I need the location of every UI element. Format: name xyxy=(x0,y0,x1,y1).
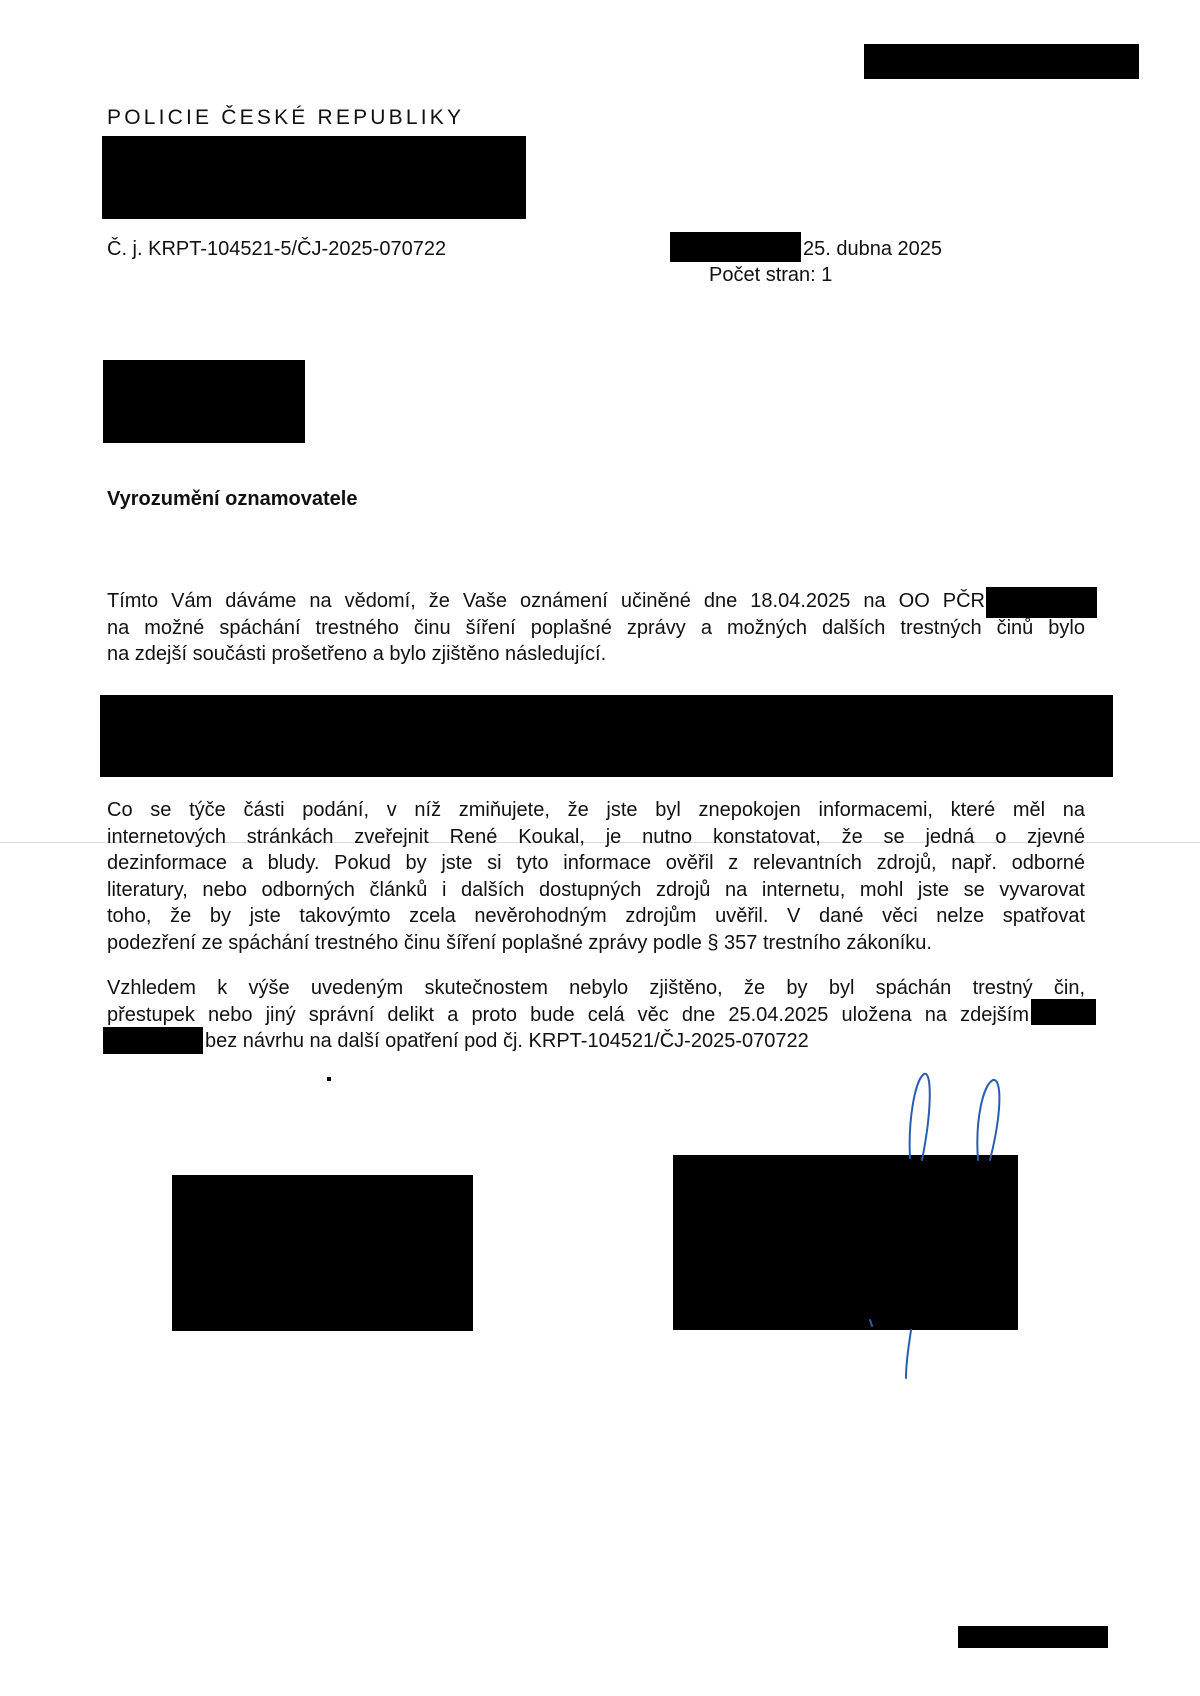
paragraph-line: Co se týče části podání, v níž zmiňujete, že jste byl znepokojen informacemi, které měl na xyxy=(107,799,1085,821)
paragraph-line: na možné spáchání trestného činu šíření poplašné zprávy a možných dalších trestných činů bylo xyxy=(107,616,1085,639)
paragraph-line: internetových stránkách zveřejnit René Koukal, je nutno konstatovat, že se jedná o zjevné xyxy=(107,825,1085,848)
subject-heading: Vyrozumění oznamovatele xyxy=(107,488,358,510)
paragraph-line: přestupek nebo jiný správní delikt a proto bude celá věc dne 25.04.2025 uložena na zdejším xyxy=(107,1003,1029,1026)
paragraph-line: Tímto Vám dáváme na vědomí, že Vaše oznámení učiněné dne 18.04.2025 na OO PČR xyxy=(107,590,985,612)
letter-date: 25. dubna 2025 xyxy=(803,238,943,260)
paragraph-line: dezinformace a bludy. Pokud by jste si tyto informace ověřil z relevantních zdrojů, např. odborné xyxy=(107,852,1085,874)
paragraph-line: literatury, nebo odborných článků i dalších dostupných zdrojů na internetu, mohl jste se vyvarovat xyxy=(107,878,1085,901)
paragraph-line: toho, že by jste takovýmto zcela nevěrohodným zdrojům uvěřil. V dané věci nelze spatřovat xyxy=(107,905,1085,927)
paragraph-line: na zdejší součásti prošetřeno a bylo zjištěno následující. xyxy=(107,643,607,665)
reference-number: Č. j. KRPT-104521-5/ČJ-2025-070722 xyxy=(107,238,447,260)
organization-header: POLICIE ČESKÉ REPUBLIKY xyxy=(107,106,465,129)
paragraph-line: bez návrhu na další opatření pod čj. KRPT-104521/ČJ-2025-070722 xyxy=(205,1030,809,1052)
paragraph-line: Vzhledem k výše uvedeným skutečnostem nebylo zjištěno, že by byl spáchán trestný čin, xyxy=(107,977,1085,999)
paragraph-line: podezření ze spáchání trestného činu šíření poplašné zprávy podle § 357 trestního zákoníku. xyxy=(107,931,932,954)
page-count: Počet stran: 1 xyxy=(709,264,833,286)
